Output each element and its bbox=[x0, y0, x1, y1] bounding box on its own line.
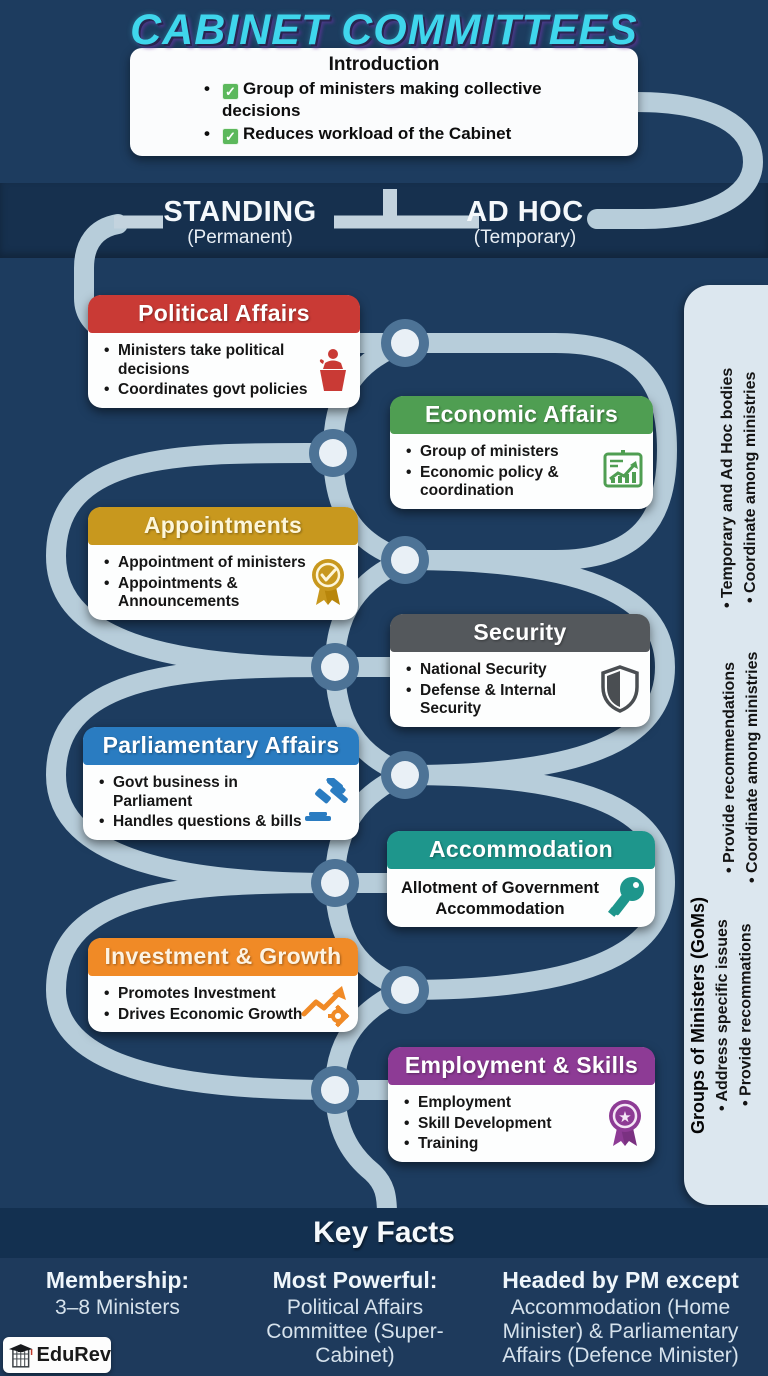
node bbox=[309, 429, 357, 477]
fact-most-powerful bbox=[240, 1266, 470, 1368]
committee-card-parliamentary-affairs bbox=[83, 727, 359, 840]
card-item: • Skill Development bbox=[398, 1115, 603, 1134]
card-header: Security bbox=[390, 614, 650, 652]
committee-card-accommodation bbox=[387, 831, 655, 927]
intro-item bbox=[204, 78, 624, 121]
node bbox=[311, 859, 359, 907]
key-facts-title: Key Facts bbox=[313, 1216, 455, 1249]
sidebar-line: • Provide recommations bbox=[737, 923, 755, 1107]
sidebar-line: • Coordinate among ministries bbox=[743, 651, 761, 884]
fact-membership bbox=[15, 1266, 220, 1320]
node bbox=[381, 751, 429, 799]
footer bbox=[0, 1258, 768, 1376]
intro-list bbox=[144, 78, 624, 145]
branch-sublabel: (Permanent) bbox=[187, 227, 293, 248]
card-item: • Handles questions & bills bbox=[93, 813, 307, 832]
gavel-icon bbox=[303, 778, 351, 826]
fact-body: 3–8 Ministers bbox=[55, 1295, 180, 1319]
card-header: Economic Affairs bbox=[390, 396, 653, 434]
card-header: Appointments bbox=[88, 507, 358, 545]
fact-title: Headed by PM except bbox=[502, 1267, 739, 1293]
branch-adhoc bbox=[430, 196, 620, 249]
card-item: • Employment bbox=[398, 1094, 603, 1113]
node bbox=[311, 643, 359, 691]
check-icon bbox=[222, 128, 239, 145]
card-item: • Drives Economic Growth bbox=[98, 1006, 306, 1025]
card-header: Accommodation bbox=[387, 831, 655, 869]
committee-card-employment-skills bbox=[388, 1047, 655, 1162]
committee-card-political-affairs bbox=[88, 295, 360, 408]
edurev-building-icon bbox=[7, 1341, 35, 1369]
card-item: • Training bbox=[398, 1135, 603, 1154]
card-item: • Appointments & Announcements bbox=[98, 575, 306, 612]
committee-card-economic-affairs bbox=[390, 396, 653, 509]
card-item: • National Security bbox=[400, 661, 598, 680]
card-text: Allotment of Government Accommodation bbox=[400, 879, 599, 918]
intro-heading: Introduction bbox=[328, 54, 440, 75]
node bbox=[311, 1066, 359, 1114]
card-item: • Coordinates govt policies bbox=[98, 381, 308, 400]
card-item: • Ministers take political decisions bbox=[98, 342, 308, 379]
chart-board-icon bbox=[601, 449, 645, 493]
fact-title: Most Powerful: bbox=[272, 1267, 438, 1293]
podium-icon bbox=[310, 347, 352, 393]
node bbox=[381, 319, 429, 367]
brand-name: EduRev bbox=[36, 1343, 111, 1366]
committee-card-investment-growth bbox=[88, 938, 358, 1032]
committee-card-security bbox=[390, 614, 650, 727]
fact-body: Political Affairs Committee (Super-Cabinet) bbox=[266, 1295, 444, 1368]
card-item: • Promotes Investment bbox=[98, 985, 306, 1004]
branch-label: STANDING bbox=[163, 196, 317, 228]
growth-arrow-gear-icon bbox=[300, 980, 350, 1028]
card-item: • Appointment of ministers bbox=[98, 554, 306, 573]
sidebar-group-goms bbox=[686, 850, 758, 1180]
check-icon bbox=[222, 83, 239, 100]
sidebar-group-heading: Groups of Ministers (GoMs) bbox=[688, 896, 708, 1134]
sidebar-line: • Temporary and Ad Hoc bodies bbox=[718, 367, 736, 608]
page-title: CABINET COMMITTEES bbox=[130, 6, 638, 54]
sidebar-line: • Provide recommendations bbox=[720, 662, 738, 873]
intro-item-text: Group of ministers making collective decisions bbox=[222, 79, 542, 120]
fact-body: Accommodation (Home Minister) & Parliamentary Affairs (Defence Minister) bbox=[502, 1295, 739, 1368]
card-header: Political Affairs bbox=[88, 295, 360, 333]
badge-check-icon bbox=[306, 557, 350, 607]
card-header: Parliamentary Affairs bbox=[83, 727, 359, 765]
card-header: Employment & Skills bbox=[388, 1047, 655, 1085]
right-side-panel bbox=[684, 285, 768, 1205]
card-item: • Group of ministers bbox=[400, 443, 601, 462]
bullet: • bbox=[204, 124, 210, 144]
fact-title: Membership: bbox=[45, 1267, 190, 1293]
branch-standing bbox=[140, 196, 340, 249]
brand-logo bbox=[3, 1337, 111, 1373]
key-icon bbox=[603, 875, 647, 921]
shield-icon bbox=[598, 664, 642, 714]
card-header: Investment & Growth bbox=[88, 938, 358, 976]
node bbox=[381, 536, 429, 584]
intro-item bbox=[204, 123, 624, 145]
bullet: • bbox=[204, 79, 210, 98]
fact-headed-by bbox=[478, 1266, 763, 1368]
ribbon-star-icon bbox=[603, 1098, 647, 1148]
sidebar-line: • Coordinate among ministries bbox=[741, 371, 759, 604]
card-item: • Govt business in Parliament bbox=[93, 774, 307, 811]
committee-card-appointments bbox=[88, 507, 358, 620]
svg-text:★: ★ bbox=[618, 1108, 632, 1127]
branch-label: AD HOC bbox=[466, 196, 584, 228]
sidebar-group-adhoc bbox=[716, 345, 762, 630]
intro-card bbox=[130, 48, 638, 156]
card-item: • Defense & Internal Security bbox=[400, 682, 598, 719]
node bbox=[381, 966, 429, 1014]
card-item: • Economic policy & coordination bbox=[400, 464, 601, 501]
sidebar-line: • Address specific issues bbox=[714, 919, 732, 1111]
intro-item-text: Reduces workload of the Cabinet bbox=[243, 124, 512, 144]
branch-sublabel: (Temporary) bbox=[473, 227, 577, 248]
key-facts-band bbox=[0, 1208, 768, 1258]
